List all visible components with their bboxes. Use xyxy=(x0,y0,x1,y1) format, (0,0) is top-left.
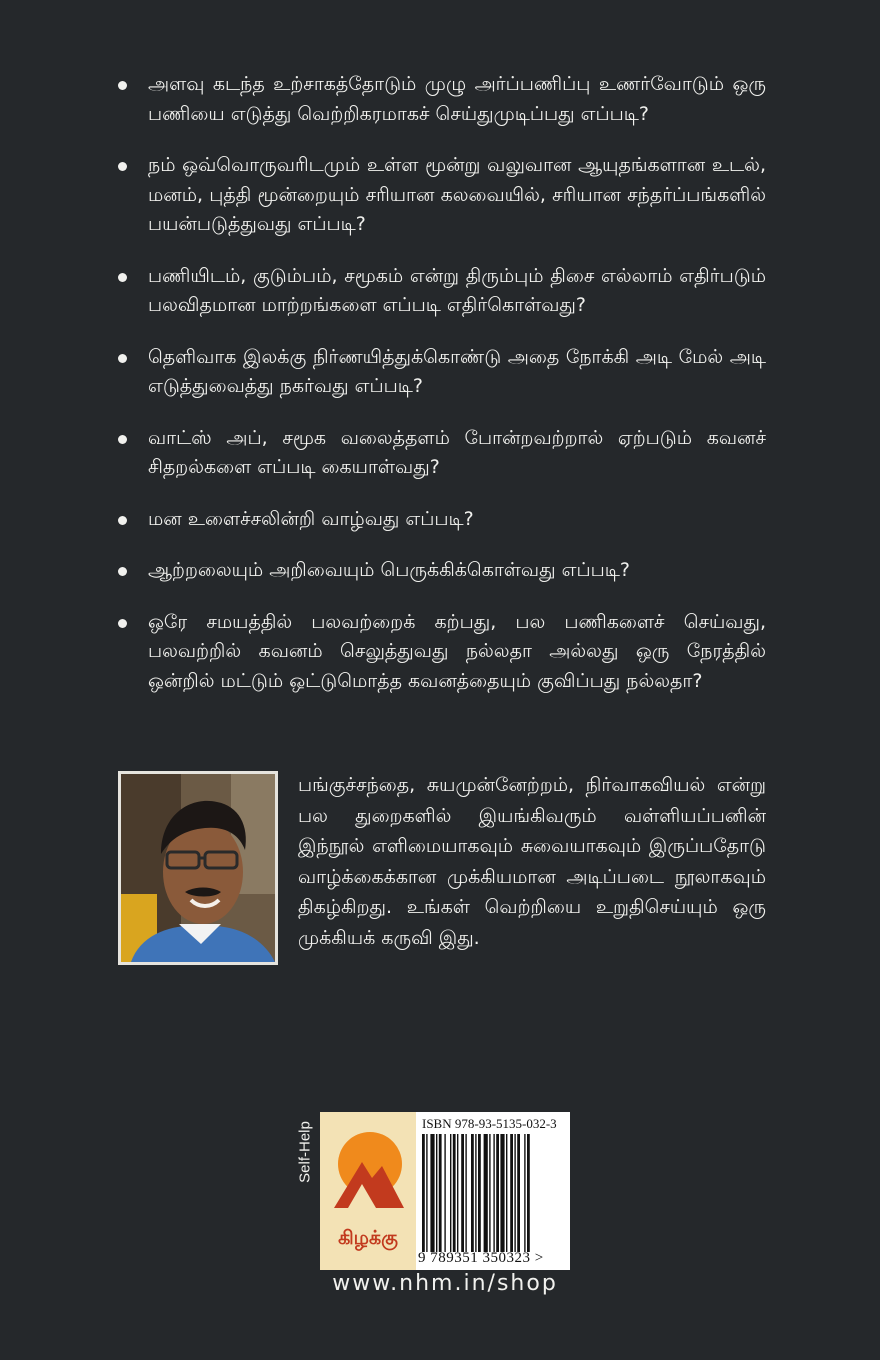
genre-label xyxy=(290,1112,320,1192)
barcode-area xyxy=(416,1112,570,1270)
author-portrait-image xyxy=(121,774,275,962)
list-item-text: மன உளைச்சலின்றி வாழ்வது எப்படி? xyxy=(148,507,474,530)
publisher-logo-text: கிழக்கு xyxy=(338,1227,398,1249)
author-bio: பங்குச்சந்தை, சுயமுன்னேற்றம், நிர்வாகவியல் என்று பல துறைகளில் இயங்கிவரும் வள்ளியப்பனின் இந்நூல் எளிமையாகவும் சுவையாகவும் இருப்பதோடு வாழ்க்கைக்கான முக்கியமான அடிப்படை நூலாகவும் திகழ்கிறது. உங்கள் வெற்றியை உறுதிசெய்யும் ஒரு முக்கியக் கருவி இது. xyxy=(298,774,766,949)
list-item-text: அளவு கடந்த உற்சாகத்தோடும் முழு அர்ப்பணிப்பு உணர்வோடும் ஒரு பணியை எடுத்து வெற்றிகரமாகச் செய்துமுடிப்பது எப்படி? xyxy=(148,73,766,125)
publisher-logo xyxy=(320,1112,416,1270)
author-photo xyxy=(118,771,278,965)
barcode-number: 9 789351 350323 > xyxy=(418,1250,544,1266)
bullet-icon xyxy=(118,435,127,444)
bullet-icon xyxy=(118,273,127,282)
bullet-icon xyxy=(118,81,127,90)
list-item-text: தெளிவாக இலக்கு நிர்ணயித்துக்கொண்டு அதை நோக்கி அடி மேல் அடி எடுத்துவைத்து நகர்வது எப்படி? xyxy=(148,345,766,397)
list-item-text: பணியிடம், குடும்பம், சமூகம் என்று திரும்பும் திசை எல்லாம் எதிர்படும் பலவிதமான மாற்றங்களை எப்படி எதிர்கொள்வது? xyxy=(148,264,766,316)
publisher-logo-icon xyxy=(320,1112,416,1270)
bullet-icon xyxy=(118,162,127,171)
bullet-icon xyxy=(118,354,127,363)
list-item xyxy=(116,505,766,535)
website-url: www.nhm.in/shop xyxy=(332,1271,558,1296)
list-item xyxy=(116,70,766,129)
question-list xyxy=(116,70,766,718)
list-item xyxy=(116,151,766,240)
bullet-icon xyxy=(118,567,127,576)
isbn-label: ISBN 978-93-5135-032-3 xyxy=(422,1116,557,1131)
list-item xyxy=(116,343,766,402)
list-item xyxy=(116,262,766,321)
genre-text: Self-Help xyxy=(296,1121,314,1183)
list-item xyxy=(116,556,766,586)
list-item-text: ஆற்றலையும் அறிவையும் பெருக்கிக்கொள்வது எப்படி? xyxy=(148,559,630,581)
publisher-block xyxy=(320,1112,570,1270)
list-item-text: வாட்ஸ் அப், சமூக வலைத்தளம் போன்றவற்றால் ஏற்படும் கவனச் சிதறல்களை எப்படி கையாள்வது? xyxy=(148,426,766,478)
list-item xyxy=(116,424,766,483)
list-item xyxy=(116,608,766,697)
bullet-icon xyxy=(118,619,127,628)
bullet-icon xyxy=(118,516,127,525)
barcode-icon xyxy=(422,1134,564,1252)
list-item-text: ஒரே சமயத்தில் பலவற்றைக் கற்பது, பல பணிகளைச் செய்வது, பலவற்றில் கவனம் செலுத்துவது நல்லதா அல்லது ஒரு நேரத்தில் ஒன்றில் மட்டும் ஒட்டுமொத்த கவனத்தையும் குவிப்பது நல்லதா? xyxy=(148,610,766,692)
list-item-text: நம் ஒவ்வொருவரிடமும் உள்ள மூன்று வலுவான ஆயுதங்களான உடல், மனம், புத்தி மூன்றையும் சரியான கலவையில், சரியான சந்தர்ப்பங்களில் பயன்படுத்துவது எப்படி? xyxy=(148,154,766,235)
